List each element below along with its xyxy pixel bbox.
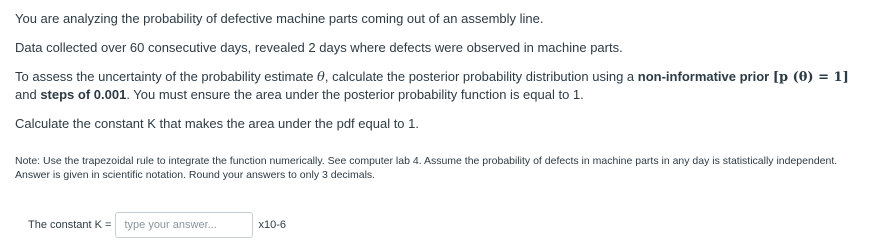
step-size-text: steps of 0.001	[40, 87, 127, 102]
answer-row	[28, 212, 286, 238]
theta-symbol: θ	[317, 70, 325, 85]
non-informative-prior-text	[638, 69, 849, 84]
non-informative-prior-label: non-informative prior	[637, 69, 773, 84]
question-note: Note: Use the trapezoidal rule to integrate the function numerically. See computer lab 4. Assume the probability of defects in machine parts in any day is statistically independent. Answer is given in scientific notation. Round your answers to only 3 decimals.	[15, 155, 838, 181]
question-task: Calculate the constant K that makes the area under the pdf equal to 1.	[15, 116, 419, 131]
answer-input[interactable]	[115, 212, 253, 238]
instructions-text-d: . You must ensure the area under the posterior probability function is equal to 1.	[126, 87, 584, 102]
question-intro: You are analyzing the probability of defective machine parts coming out of an assembly line.	[15, 11, 544, 26]
instructions-text-b: , calculate the posterior probability distribution using a	[324, 69, 638, 84]
instructions-text-c: and	[15, 87, 41, 102]
question-instructions	[15, 68, 860, 103]
question-body	[15, 10, 860, 182]
prior-formula: [p (θ) = 1]	[772, 70, 849, 85]
question-data-description: Data collected over 60 consecutive days, revealed 2 days where defects were observed in machine parts.	[15, 40, 623, 55]
answer-unit: x10-6	[258, 219, 286, 231]
answer-label: The constant K =	[28, 219, 112, 231]
instructions-text-a: To assess the uncertainty of the probability estimate	[15, 69, 318, 84]
